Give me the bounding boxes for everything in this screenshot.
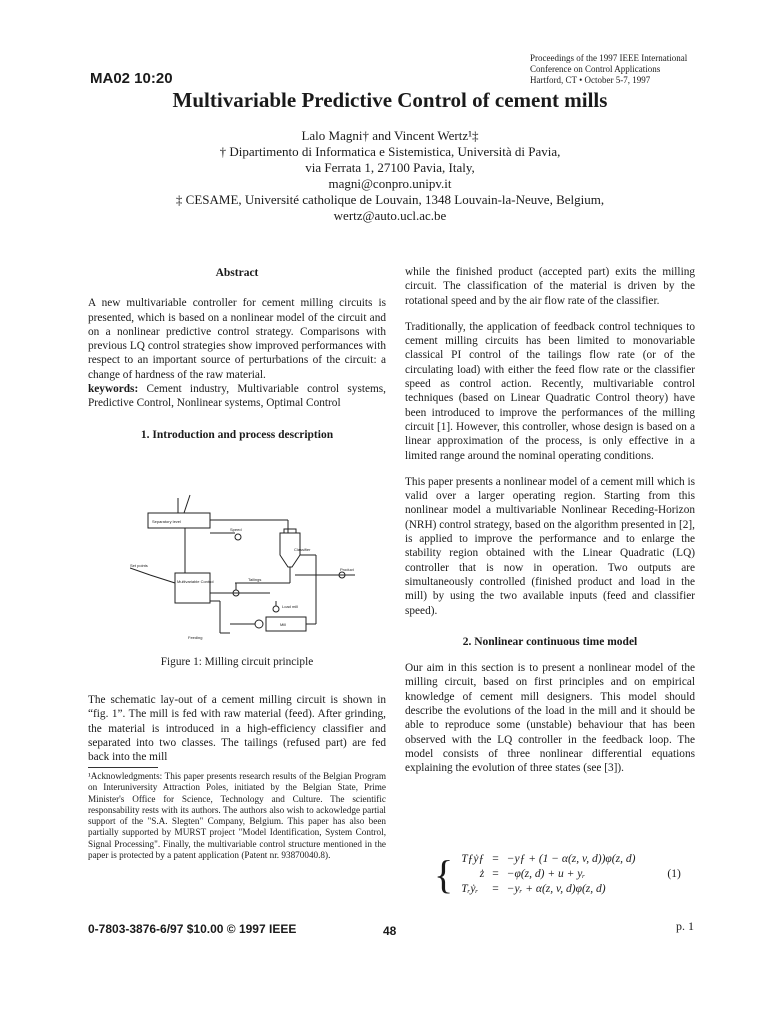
fig-label: Mill — [280, 622, 286, 627]
speed-sensor — [235, 534, 241, 540]
equation-number: (1) — [667, 868, 681, 880]
proceedings-note: Proceedings of the 1997 IEEE International Conference on Control Applications Hartford, CT • October 5-7, 1997 — [530, 53, 688, 85]
author-block: Lalo Magni† and Vincent Wertz¹‡ † Dipartimento di Informatica e Sistemistica, Università di Pavia, via Ferrata 1, 27100 Pavia, Italy, magni@conpro.unipv.it ‡ CESAME, Université catholique de Louvain, 1348 Louvain-la-Neuve, Belgium, wertz@auto.ucl.ac.be — [90, 128, 690, 224]
session-code: MA02 10:20 — [90, 70, 173, 87]
fig-label: Tailings — [248, 577, 262, 582]
authors: Lalo Magni† and Vincent Wertz¹‡ — [301, 128, 479, 143]
figure-caption: Figure 1: Milling circuit principle — [160, 656, 314, 668]
abstract-heading: Abstract — [215, 267, 259, 279]
abstract-text: A new multivariable controller for cement milling circuits is presented, which is based on a nonlinear model of the circuit and on a nonlinear predictive control strategy. Comparisons with previous LQ control strategies show improved performances with respect to an important source of perturbations of the circuit: a change of hardness of the raw material. — [88, 297, 386, 381]
milling-circuit-diagram — [130, 493, 370, 643]
paragraph: This paper presents a nonlinear model of a cement mill which is valid over a larger operating region. Starting from this nonlinear model a multivariable Nonlinear Receding-Horizon (NRH) control strategy, based on the algorithm presented in [2], is applied to improve the performance and to enlarge the stability region obtained with the Linear Quadratic (LQ) controller that is now in operation. Two outputs are simultaneously controlled (finished product and load in the mill) by using the two available inputs (feed and classifier speed). — [405, 475, 695, 617]
diagram-line — [184, 495, 190, 513]
fig-label: Set points — [130, 563, 148, 568]
multivariable-control-box — [175, 573, 210, 603]
figure-1 — [130, 493, 370, 643]
section-1-heading: 1. Introduction and process description — [140, 428, 334, 441]
paragraph: while the finished product (accepted part) exits the milling circuit. The classification of the material is driven by the rotational speed and by the air flow rate of the classifier. — [405, 266, 695, 307]
affiliation-1: † Dipartimento di Informatica e Sistemistica, Università di Pavia, — [219, 144, 561, 159]
footnote-rule — [88, 767, 158, 768]
load-mill-sensor — [273, 606, 279, 612]
fig-label: Classifier — [294, 547, 311, 552]
abstract-section — [88, 266, 386, 442]
equation-brace: { — [434, 851, 454, 897]
affiliation-2: ‡ CESAME, Université catholique de Louvain, 1348 Louvain-la-Neuve, Belgium, — [175, 192, 605, 207]
footnote: ¹Acknowledgments: This paper presents research results of the Belgian Program on Interuniversity Attraction Poles, initiated by the Belgian State, Prime Minister's Office for Science, Technology and Culture. The scientific responsability rests with its authors. The authors also wish to ackowledge partial support of the "S.A. Slegten" Company, Belgium. This paper has also been partially supported by MURST project "Model Identification, System Control, Signal Processing". Finally, the multivariable control structure mentioned in the paper is protected by a patent application (Patent nr. 93870040.8). — [88, 771, 386, 861]
mill-shape — [266, 617, 306, 631]
fig-label: Feeding — [188, 635, 203, 640]
equation-1: { Tƒẏƒ = −yƒ + (1 − α(z, v, d))φ(z, d) (1) ż = −φ(z, d) + u + yᵣ Tᵣẏᵣ = −yᵣ + α(z, v, d)φ(z, d) — [430, 852, 700, 897]
page-label: p. 1 — [676, 919, 694, 933]
paragraph: Traditionally, the application of feedback control techniques to cement milling circuits has been limited to monovariable classical PI control of the tailings flow rate (or of the circulating load) with either the feed flow rate or the classifier speed as control action. Recently, multivariable control techniques (based on Linear Quadratic Control theory) have been introduced to improve the performances of the milling circuit [1]. However, this controller, whose design is based on a linear approximation of the process, is only effective in a limited range around the nominal operating conditions. — [405, 320, 695, 462]
fig-label: Separatory level — [152, 519, 181, 524]
page-number: 48 — [383, 924, 397, 938]
right-column — [405, 265, 695, 776]
left-paragraph: The schematic lay-out of a cement milling circuit is shown in “fig. 1”. The mill is fed with raw material (feed). After grinding, the material is introduced in a high-efficiency classifier and separated into two classes. The tailings (refused part) are fed back into the mill — [88, 694, 386, 764]
copyright-line: 0-7803-3876-6/97 $10.00 © 1997 IEEE — [88, 922, 297, 936]
paragraph: Our aim in this section is to present a nonlinear model of the milling circuit, based on first principles and on empirical knowledge of cement mill designers. This model should describe the evolutions of the load in the mill and it should be able to reproduce some (unstable) behaviour that has been observed with the LQ controller in the feedback loop. The model consists of three nonlinear differential equations explaining the evolution of three states (see [3]). — [405, 662, 695, 775]
section-2-heading: 2. Nonlinear continuous time model — [462, 635, 638, 648]
keywords: keywords: Cement industry, Multivariable control systems, Predictive Control, Nonlinear systems, Optimal Control — [88, 383, 386, 410]
paper-title: Multivariable Predictive Control of cement mills — [172, 88, 608, 112]
fig-label: Multivariable Control — [177, 579, 214, 584]
fig-label: Product — [340, 567, 354, 572]
fig-label: Load mill — [282, 604, 299, 609]
fig-label: Speed — [230, 527, 242, 532]
